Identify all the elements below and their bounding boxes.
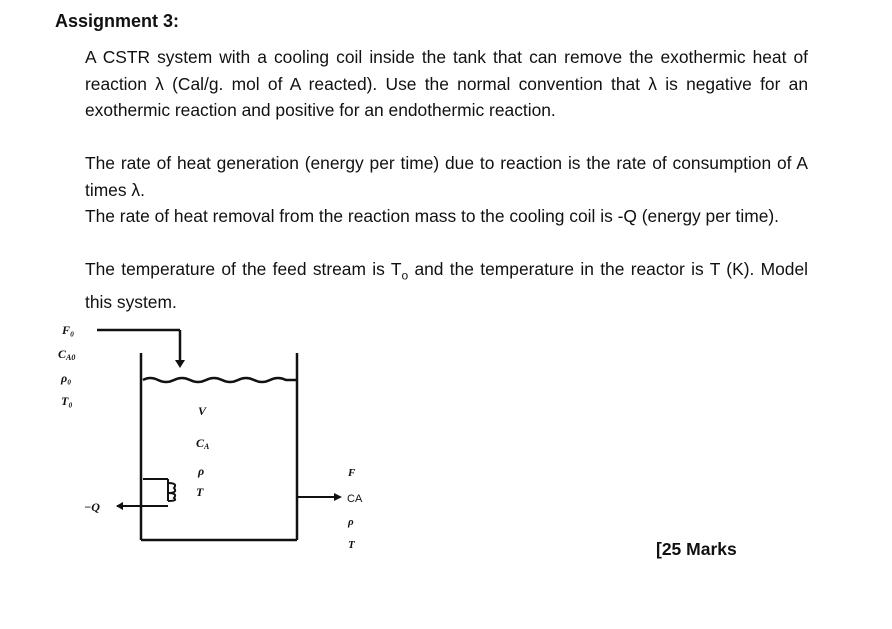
p4-subscript: o (401, 268, 409, 283)
cooling-coil-icon (168, 483, 175, 501)
feed-arrow-icon (175, 360, 185, 368)
paragraph-heat-removal: The rate of heat removal from the reaction mass to the cooling coil is -Q (energy per time). (85, 206, 779, 226)
heat-arrow-icon (116, 502, 123, 510)
paragraph-cstr-description: A CSTR system with a cooling coil inside the tank that can remove the exothermic heat of reaction λ (Cal/g. mol of A reacted). Use the normal convention that λ is negative for an exothermic reaction and positive for an endothermic reaction. (85, 47, 808, 120)
p4-after: and the temperature in the reactor is T (K). Model this system. (85, 259, 809, 312)
label-rho: ρ (198, 464, 205, 478)
paragraph-heat-generation: The rate of heat generation (energy per time) due to reaction is the rate of consumption of A times λ. (85, 153, 808, 200)
label-ca-main: C (196, 436, 205, 450)
label-out-t: T (348, 539, 355, 551)
label-t0: T₀ (61, 394, 73, 408)
label-ca-sub: A (204, 442, 210, 451)
label-out-ca: CA (347, 493, 363, 505)
assignment-title: Assignment 3: (55, 11, 180, 31)
label-rho0: ρ₀ (61, 371, 72, 385)
liquid-level (143, 378, 296, 382)
label-v: V (198, 404, 207, 418)
label-t: T (196, 485, 204, 499)
p4-before: The temperature of the feed stream is T (85, 259, 402, 279)
label-minus-q: −Q (84, 500, 100, 514)
outlet-arrow-icon (334, 493, 342, 501)
label-f0: F₀ (62, 323, 75, 337)
label-ca0 (58, 347, 75, 362)
label-ca0-main: C (58, 347, 67, 361)
label-ca0-sub: A0 (66, 353, 76, 362)
label-out-f: F (348, 467, 356, 479)
label-out-rho: ρ (348, 516, 354, 528)
marks-label: [25 Marks (656, 539, 737, 559)
label-ca (196, 436, 210, 451)
